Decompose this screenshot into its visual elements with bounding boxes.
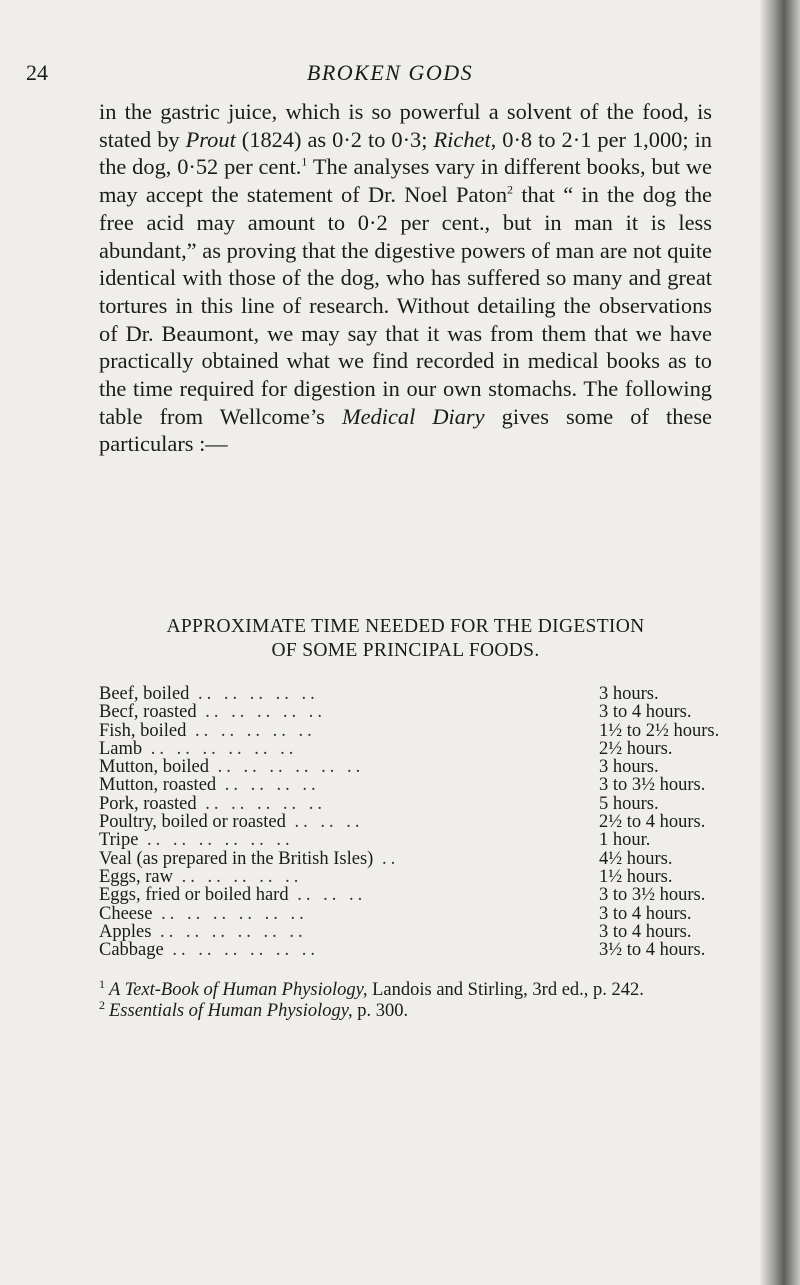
page-header: [0, 52, 760, 92]
digestion-time: 3 hours.: [599, 684, 659, 704]
footnote-2: $^2$ Essentials of Human Physiology, p. 300.: [99, 997, 409, 1021]
table-title: APPROXIMATE TIME NEEDED FOR THE DIGESTION OF SOME PRINCIPAL FOODS.: [166, 616, 645, 661]
leader-dots: .. .. .. .. .. ..: [208, 758, 365, 777]
leader-dots: ..: [373, 849, 400, 868]
digestion-time: 1 hour.: [599, 830, 651, 851]
digestion-table: [99, 685, 724, 959]
leader-dots: .. .. .. .. ..: [189, 685, 319, 704]
leader-dots: .. .. .. .. .. ..: [152, 904, 308, 923]
table-row: [99, 941, 724, 959]
citation-medical-diary: Medical Diary: [341, 403, 485, 429]
citation-richet: Richet,: [433, 126, 497, 152]
table-row: [99, 685, 724, 703]
leader-dots: .. .. .. .. ..: [186, 721, 316, 740]
running-head: BROKEN GODS: [306, 60, 474, 85]
food-name: Mutton, boiled .. .. .. .. .. ..: [99, 758, 365, 777]
food-name: Cabbage .. .. .. .. .. ..: [99, 941, 319, 960]
food-name: Fish, boiled .. .. .. .. ..: [99, 721, 316, 740]
digestion-time: 5 hours.: [599, 793, 659, 814]
digestion-time: 3½ to 4 hours.: [599, 940, 706, 961]
page-number: 24: [26, 60, 48, 85]
leader-dots: .. .. .. .. .. ..: [151, 922, 307, 942]
digestion-time: 1½ hours.: [599, 866, 673, 887]
digestion-time: 3 to 4 hours.: [599, 903, 692, 924]
leader-dots: .. .. .. .. ..: [196, 794, 326, 814]
leader-dots: .. .. .. .. ..: [196, 703, 326, 722]
food-name: Becf, roasted .. .. .. .. ..: [99, 703, 326, 722]
digestion-time: 3 to 4 hours.: [599, 921, 692, 942]
page-edge-shadow: [760, 0, 800, 1285]
food-name: Pork, roasted .. .. .. .. ..: [99, 794, 326, 814]
table-row: [99, 813, 724, 831]
footnote-1: $^1$ A Text-Book of Human Physiology, Landois and Stirling, 3rd ed., p. 242.: [99, 976, 644, 1000]
digestion-time: 4½ hours.: [599, 848, 673, 869]
table-row: [99, 795, 724, 813]
table-row: [99, 740, 724, 758]
table-row: [99, 850, 724, 868]
leader-dots: .. .. .. ..: [216, 776, 320, 795]
leader-dots: .. .. ..: [288, 886, 367, 905]
body-paragraph: in the gastric juice, which is so powerful a solvent of the food, is stated by Prout (1824) as 0·2 to 0·3; Richet, 0·8 to 2·1 per 1,000; in the dog, 0·52 per cent.$^1$ The analyses vary in different books, but we may accept the statement of Dr. Noel Paton$^2$ that “ in the dog the free acid may amount to 0·2 per cent., but in man it is less abundant,” as proving that the digestive powers of man are not quite identical with those of the dog, who has suffered so many and great tortures in this line of research. Without detailing the observations of Dr. Beaumont, we may say that it was from them that we have practically obtained what we find recorded in medical books as to the time required for digestion in our own stomachs. The following table from Wellcome’s Medical Diary gives some of these particulars :—: [99, 99, 712, 457]
digestion-time: 3 hours.: [599, 757, 659, 778]
footnote-ref-1: 1: [301, 154, 308, 169]
food-name: Beef, boiled .. .. .. .. ..: [99, 685, 319, 704]
digestion-time: 2½ to 4 hours.: [599, 812, 706, 833]
table-row: [99, 923, 724, 941]
table-row: [99, 722, 724, 740]
food-name: Poultry, boiled or roasted .. .. ..: [99, 813, 364, 832]
footnotes: [99, 976, 712, 1022]
leader-dots: .. .. .. .. .. ..: [163, 941, 319, 960]
table-row: [99, 886, 724, 904]
citation-prout: Prout: [185, 126, 236, 152]
food-name: Apples .. .. .. .. .. ..: [99, 922, 307, 942]
food-name: Tripe .. .. .. .. .. ..: [99, 831, 294, 850]
table-row: [99, 868, 724, 886]
leader-dots: .. .. ..: [285, 813, 364, 832]
leader-dots: .. .. .. .. .. ..: [142, 739, 298, 759]
food-name: Lamb .. .. .. .. .. ..: [99, 739, 298, 759]
table-row: [99, 703, 724, 721]
digestion-time: 3 to 3½ hours.: [599, 885, 706, 906]
leader-dots: .. .. .. .. .. ..: [138, 831, 294, 850]
table-row: [99, 831, 724, 849]
digestion-time: 3 to 4 hours.: [599, 702, 692, 723]
digestion-time: 2½ hours.: [599, 738, 673, 759]
table-row: [99, 758, 724, 776]
food-name: Eggs, raw .. .. .. .. ..: [99, 867, 303, 887]
digestion-time: 1½ to 2½ hours.: [599, 720, 720, 741]
food-name: Veal (as prepared in the British Isles) ..: [99, 849, 400, 868]
table-row: [99, 776, 724, 794]
digestion-time: 3 to 3½ hours.: [599, 775, 706, 796]
leader-dots: .. .. .. .. ..: [172, 867, 303, 887]
food-name: Eggs, fried or boiled hard .. .. ..: [99, 886, 367, 905]
table-row: [99, 905, 724, 923]
food-name: Mutton, roasted .. .. .. ..: [99, 776, 320, 795]
footnote-ref-2: 2: [507, 182, 514, 197]
food-name: Cheese .. .. .. .. .. ..: [99, 904, 308, 923]
